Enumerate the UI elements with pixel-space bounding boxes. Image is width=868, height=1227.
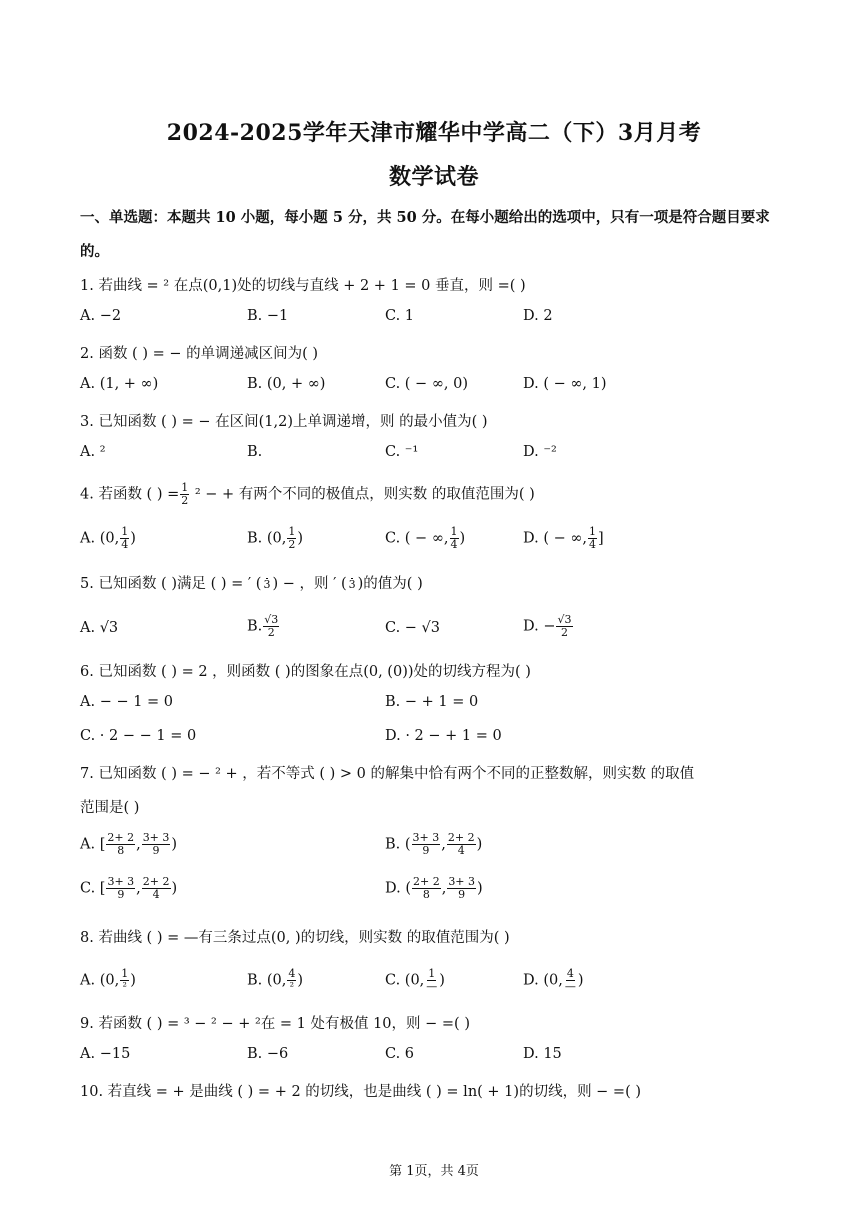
q5-b-num: √3 [264,613,279,626]
q7-option-b [385,832,482,857]
q5-option-d [523,614,574,639]
q7-b-den2: 4 [457,844,465,857]
q7-a-post: ) [171,836,178,853]
q9-option-a: A. −15 [80,1046,131,1062]
q7-c-den1: 9 [117,888,125,901]
q8-b-post: ) [297,972,304,989]
q8-c-post: ) [439,972,445,989]
q7-c-den2: 4 [152,888,160,901]
q8-c-pre: C. (0, [385,972,425,989]
q7-b-frac1 [412,832,441,857]
q4-c-post: ) [459,530,466,547]
q1-option-a: A. −2 [80,308,122,324]
q8-d-num: 4 [566,967,574,980]
question-7-line-2: 范围是( ) [80,800,140,816]
q4-d-post: ] [598,530,604,547]
q8-a-pre: A. (0, [80,972,120,989]
question-6: 6. 已知函数 ( ) = 2 ，则函数 ( )的图象在点(0, (0))处的切线方程为( ) [80,664,531,680]
q5-frac-den: 3 [263,577,271,591]
question-5 [80,572,423,593]
q8-a-num: 1 [121,967,129,980]
q9-option-b: B. −6 [247,1046,289,1062]
q7-d-num1: 2+ 2 [412,875,440,888]
exam-title: 2024-2025学年天津市耀华中学高二（下）3月月考 [166,120,702,146]
q6-option-b: B. − + 1 = 0 [385,694,479,710]
q9-option-c: C. 6 [385,1046,415,1062]
question-3: 3. 已知函数 ( ) = − 在区间(1,2)上单调递增，则 的最小值为( ) [80,414,488,430]
q8-b-den: ² [289,980,295,993]
q8-b-pre: B. (0, [247,972,287,989]
q7-a-num1: 2+ 2 [107,831,135,844]
q7-c-pre: C. [ [80,880,106,897]
q4-b-num: 1 [288,525,296,538]
q1-option-c: C. 1 [385,308,415,324]
q2-option-b: B. (0, + ∞) [247,376,326,392]
q8-option-c [385,968,445,993]
q5-option-c [385,620,440,636]
q5-text-post: )的值为( ) [357,576,423,592]
q7-a-num2: 3+ 3 [142,831,170,844]
q3-option-a: A. ² [80,444,106,460]
q7-a-frac1 [106,832,135,857]
q8-a-frac [120,968,129,993]
q7-b-den1: 9 [422,844,430,857]
q4-option-d [523,526,604,551]
q1-option-d: D. 2 [523,308,553,324]
q8-a-den: ² [122,980,127,993]
question-10: 10. 若直线 = + 是曲线 ( ) = + 2 的切线，也是曲线 ( ) = ln( + 1)的切线，则 − =( ) [80,1084,642,1100]
q4-a-post: ) [130,530,136,547]
q4-option-a [80,526,136,551]
q5-fraction-2 [348,578,357,591]
q7-d-den1: 8 [422,888,430,901]
q5-d-pre: D. − [523,618,556,635]
q7-d-mid: , [441,880,447,897]
q5-b-den: 2 [267,626,275,639]
q8-c-den: — [426,980,438,993]
q8-c-frac [425,968,438,993]
q7-c-frac2 [142,876,171,901]
q5-a-text: A. √3 [80,620,119,636]
q5-d-den: 2 [560,626,568,639]
q4-option-c [385,526,465,551]
q6-option-d: D. · 2 − + 1 = 0 [385,728,502,744]
q7-d-frac2 [447,876,476,901]
q4-text-post: ² − + 有两个不同的极值点，则实数 的取值范围为( ) [190,486,535,503]
q4-frac-num: 1 [181,481,189,494]
q7-b-num2: 2+ 2 [447,831,475,844]
q4-c-frac [450,526,459,551]
q2-option-a: A. (1, + ∞) [80,376,159,392]
q4-d-num: 1 [589,525,597,538]
q4-a-num: 1 [121,525,129,538]
q5-b-frac [263,614,279,639]
q5-fraction [262,578,271,591]
q5-c-text: C. − √3 [385,620,441,636]
q7-a-frac2 [142,832,171,857]
q3-option-d: D. ⁻² [523,444,557,460]
q5-d-num: √3 [557,613,572,626]
q5-text-mid: ) − ，则 ′ ( [272,576,347,592]
q4-b-pre: B. (0, [247,530,287,547]
q8-option-d [523,968,584,993]
q4-text-pre: 4. 若函数 ( ) = [80,486,180,503]
q7-d-frac1 [412,876,441,901]
q7-c-num2: 2+ 2 [142,875,170,888]
question-8: 8. 若曲线 ( ) = —有三条过点(0, )的切线，则实数 的取值范围为( ) [80,930,510,946]
q6-option-c: C. · 2 − − 1 = 0 [80,728,197,744]
q7-b-num1: 3+ 3 [412,831,440,844]
q4-a-pre: A. (0, [80,530,120,547]
q7-a-mid: , [136,836,141,853]
q4-c-den: 4 [450,538,458,551]
q7-option-d [385,876,483,901]
q5-d-frac [556,614,572,639]
q6-option-a: A. − − 1 = 0 [80,694,174,710]
q4-c-pre: C. ( − ∞, [385,530,449,547]
q7-d-num2: 3+ 3 [448,875,476,888]
exam-subtitle: 数学试卷 [388,164,479,190]
q7-c-num1: 3+ 3 [107,875,135,888]
q7-option-a [80,832,177,857]
question-7: 7. 已知函数 ( ) = − ² + ，若不等式 ( ) > 0 的解集中恰有两个不同的正整数解，则实数 的取值 [80,766,695,782]
q8-option-a [80,968,136,993]
q5-text-pre: 5. 已知函数 ( )满足 ( ) = ′ ( [80,576,262,592]
q5-option-a [80,620,118,636]
q3-option-c: C. ⁻¹ [385,444,419,460]
q8-d-frac [564,968,577,993]
q4-option-b [247,526,303,551]
q7-b-post: ) [476,836,483,853]
q8-d-post: ) [577,972,584,989]
q8-c-num: 1 [428,967,436,980]
q8-b-num: 4 [288,967,296,980]
q4-d-den: 4 [589,538,597,551]
q8-option-b [247,968,303,993]
q5-option-b [247,614,280,639]
q5-frac2-den: 3 [348,577,356,591]
q4-b-post: ) [297,530,304,547]
q7-a-pre: A. [ [80,836,106,853]
q4-b-frac [287,526,296,551]
q9-option-d: D. 15 [523,1046,562,1062]
q8-a-post: ) [130,972,136,989]
section-heading-line-1: 一、单选题：本题共 10 小题，每小题 5 分，共 50 分。在每小题给出的选项中，只有一项是符合题目要求 [80,209,770,226]
question-1: 1. 若曲线 = ² 在点(0,1)处的切线与直线 + 2 + 1 = 0 垂直，则 =( ) [80,278,526,294]
q2-option-d: D. ( − ∞, 1) [523,376,607,392]
q7-b-frac2 [447,832,476,857]
q4-a-frac [120,526,129,551]
q7-a-den1: 8 [117,844,125,857]
q4-fraction [180,482,189,507]
section-heading-line-2: 的。 [80,243,109,260]
q4-d-pre: D. ( − ∞, [523,530,588,547]
q8-d-pre: D. (0, [523,972,563,989]
question-9: 9. 若函数 ( ) = ³ − ² − + ²在 = 1 处有极值 10，则 − =( ) [80,1016,470,1032]
q2-option-c: C. ( − ∞, 0) [385,376,468,392]
q7-c-mid: , [136,880,141,897]
q8-d-den: — [564,980,576,993]
q7-b-pre: B. ( [385,836,411,853]
question-2: 2. 函数 ( ) = − 的单调递减区间为( ) [80,346,319,362]
q4-d-frac [588,526,597,551]
q3-option-b: B. [247,444,263,460]
q4-frac-den: 2 [181,494,189,507]
q7-c-post: ) [171,880,178,897]
q7-d-pre: D. ( [385,880,411,897]
q7-a-den2: 9 [152,844,160,857]
q7-d-post: ) [477,880,483,897]
question-4 [80,482,535,507]
q4-c-num: 1 [450,525,458,538]
q4-a-den: 4 [121,538,129,551]
q7-d-den2: 9 [458,888,466,901]
q8-b-frac [287,968,296,993]
q4-b-den: 2 [288,538,296,551]
q5-b-pre: B. [247,618,263,635]
q7-c-frac1 [106,876,135,901]
page-footer: 第 1页，共 4页 [389,1164,479,1179]
q7-b-mid: , [441,836,446,853]
q7-option-c [80,876,177,901]
q1-option-b: B. −1 [247,308,289,324]
